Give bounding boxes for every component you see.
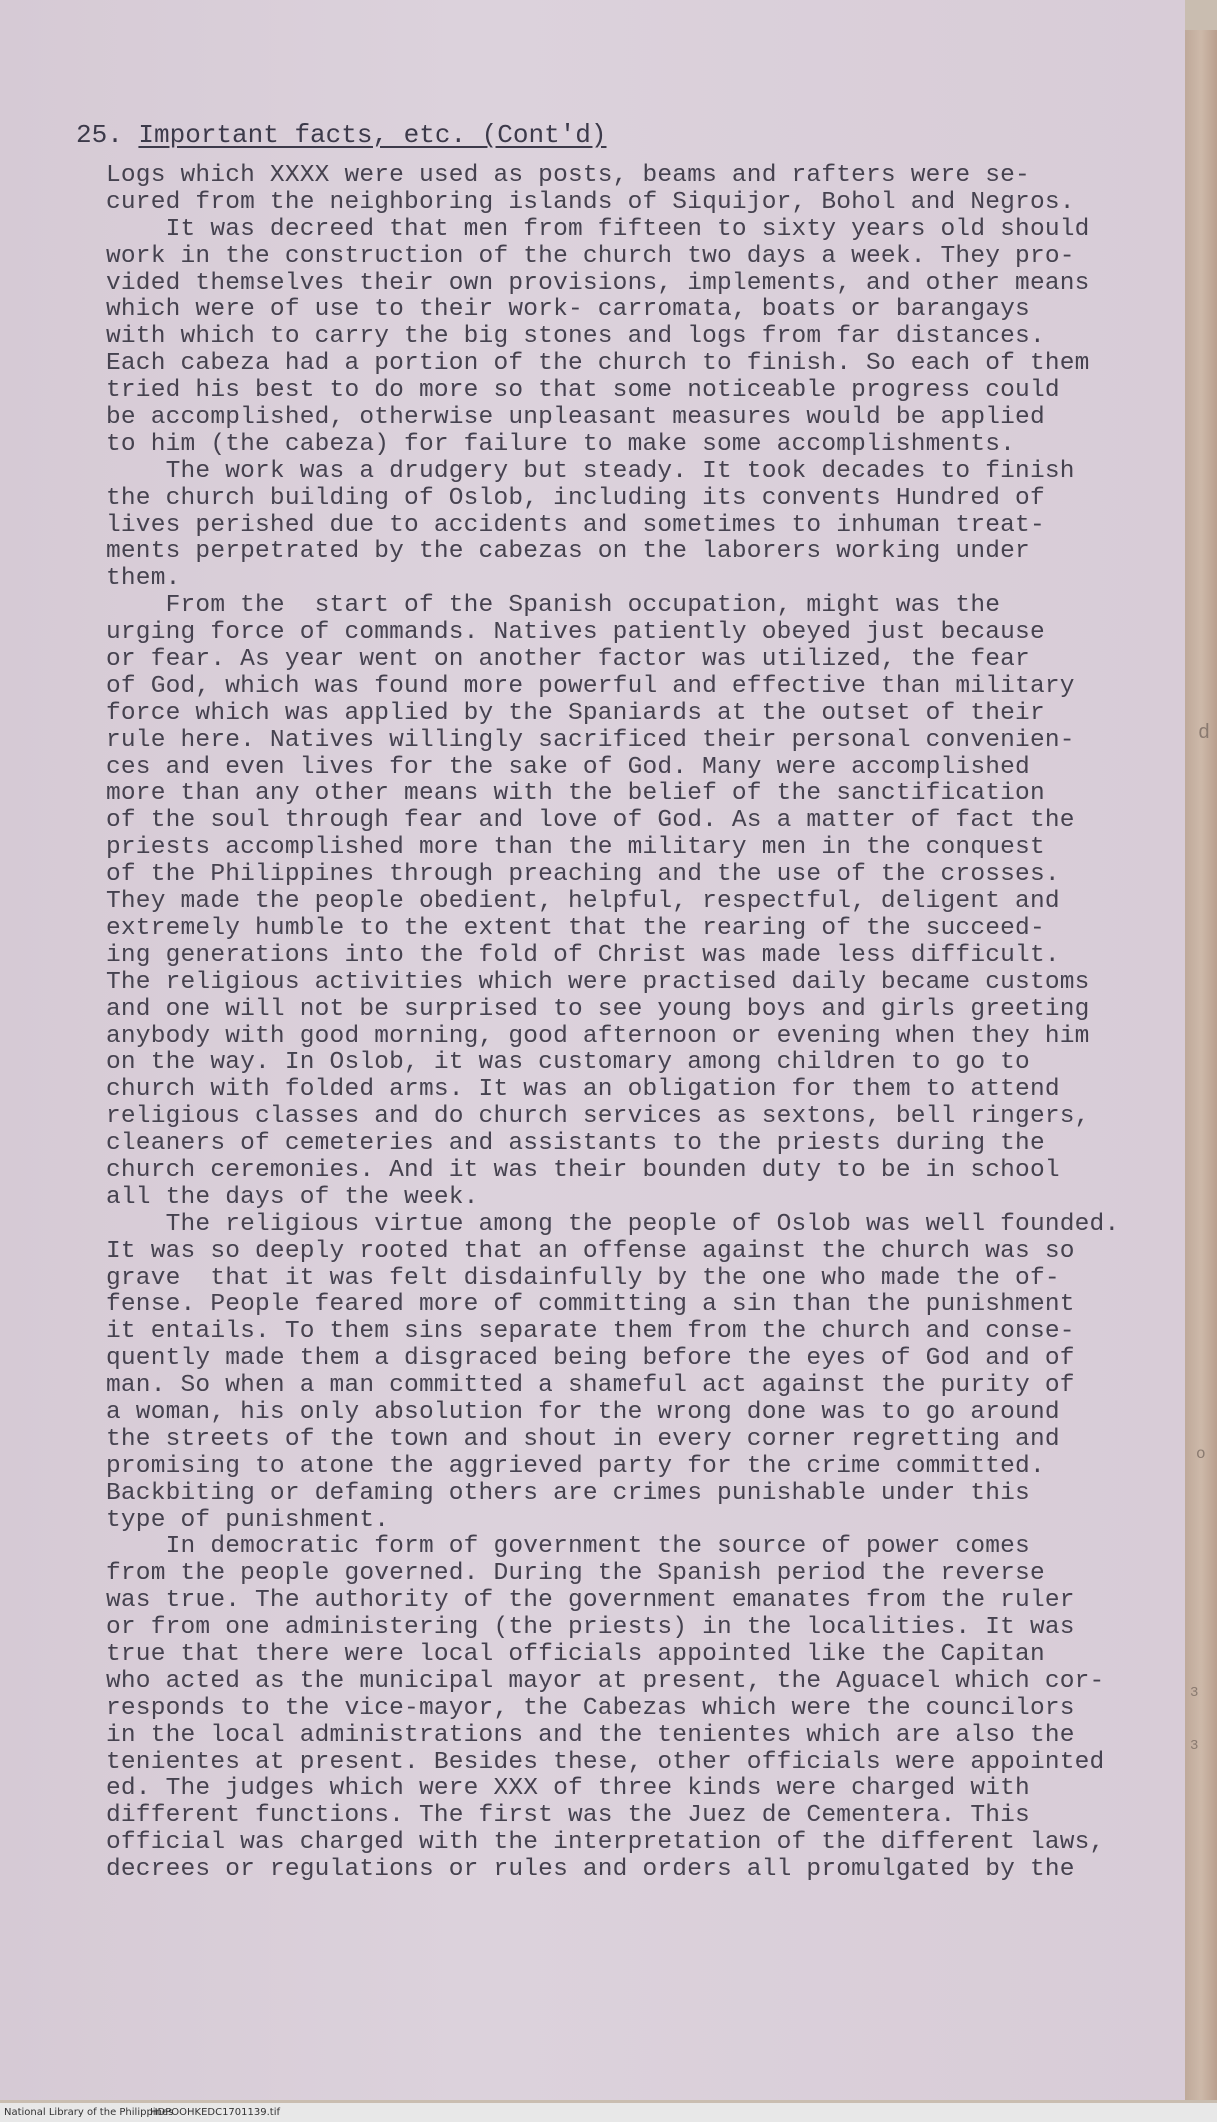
text-line: different functions. The first was the Juez de Cementera. This bbox=[106, 1802, 1030, 1830]
text-line: They made the people obedient, helpful, respectful, deligent and bbox=[106, 888, 1060, 916]
text-line: be accomplished, otherwise unpleasant measures would be applied bbox=[106, 404, 1045, 432]
text-line: The religious virtue among the people of Oslob was well founded. bbox=[106, 1210, 1120, 1238]
text-line: Backbiting or defaming others are crimes punishable under this bbox=[106, 1479, 1030, 1507]
section-number: 25. bbox=[76, 120, 123, 150]
body-text bbox=[106, 163, 1176, 1884]
text-line: church ceremonies. And it was their bounden duty to be in school bbox=[106, 1156, 1060, 1184]
text-line: the church building of Oslob, including its convents Hundred of bbox=[106, 484, 1045, 512]
text-line: and one will not be surprised to see young boys and girls greeting bbox=[106, 995, 1090, 1023]
text-line: from the people governed. During the Spanish period the reverse bbox=[106, 1560, 1045, 1588]
text-line: or fear. As year went on another factor was utilized, the fear bbox=[106, 646, 1030, 674]
text-line: in the local administrations and the tenientes which are also the bbox=[106, 1721, 1075, 1749]
text-line: true that there were local officials appointed like the Capitan bbox=[106, 1640, 1045, 1668]
text-line: anybody with good morning, good afternoon or evening when they him bbox=[106, 1022, 1090, 1050]
text-line: It was so deeply rooted that an offense against the church was so bbox=[106, 1237, 1075, 1265]
section-heading bbox=[76, 120, 607, 150]
text-line: work in the construction of the church two days a week. They pro- bbox=[106, 242, 1075, 270]
text-line: vided themselves their own provisions, implements, and other means bbox=[106, 269, 1090, 297]
page-edge bbox=[1185, 30, 1217, 2100]
text-line: force which was applied by the Spaniards at the outset of their bbox=[106, 699, 1045, 727]
text-line: extremely humble to the extent that the rearing of the succeed- bbox=[106, 914, 1045, 942]
scan-footer bbox=[0, 2103, 1217, 2122]
text-line: Each cabeza had a portion of the church to finish. So each of them bbox=[106, 350, 1090, 378]
text-line: In democratic form of government the source of power comes bbox=[106, 1533, 1030, 1561]
margin-mark: o bbox=[1196, 1445, 1206, 1463]
text-line: rule here. Natives willingly sacrificed their personal convenien- bbox=[106, 726, 1075, 754]
text-line: urging force of commands. Natives patiently obeyed just because bbox=[106, 619, 1045, 647]
text-line: tenientes at present. Besides these, other officials were appointed bbox=[106, 1748, 1105, 1776]
text-line: to him (the cabeza) for failure to make some accomplishments. bbox=[106, 430, 1016, 458]
text-line: ing generations into the fold of Christ was made less difficult. bbox=[106, 941, 1060, 969]
text-line: quently made them a disgraced being before the eyes of God and of bbox=[106, 1345, 1075, 1373]
text-line: responds to the vice-mayor, the Cabezas which were the councilors bbox=[106, 1694, 1075, 1722]
margin-mark: 3 bbox=[1190, 1738, 1199, 1754]
text-line: of the soul through fear and love of God. As a matter of fact the bbox=[106, 807, 1075, 835]
text-line: decrees or regulations or rules and orders all promulgated by the bbox=[106, 1856, 1075, 1884]
text-line: lives perished due to accidents and sometimes to inhuman treat- bbox=[106, 511, 1045, 539]
text-line: religious classes and do church services as sextons, bell ringers, bbox=[106, 1103, 1090, 1131]
text-line: ed. The judges which were XXX of three kinds were charged with bbox=[106, 1775, 1030, 1803]
text-line: From the start of the Spanish occupation, might was the bbox=[106, 592, 1001, 620]
footer-library: National Library of the Philippines bbox=[4, 2107, 174, 2118]
text-line: all the days of the week. bbox=[106, 1183, 479, 1211]
text-line: ments perpetrated by the cabezas on the laborers working under bbox=[106, 538, 1030, 566]
text-line: more than any other means with the belief of the sanctification bbox=[106, 780, 1045, 808]
text-line: cleaners of cemeteries and assistants to the priests during the bbox=[106, 1130, 1045, 1158]
text-line: man. So when a man committed a shameful act against the purity of bbox=[106, 1372, 1075, 1400]
text-line: with which to carry the big stones and logs from far distances. bbox=[106, 323, 1045, 351]
text-line: The work was a drudgery but steady. It took decades to finish bbox=[106, 457, 1075, 485]
text-line: official was charged with the interpretation of the different laws, bbox=[106, 1829, 1105, 1857]
text-line: priests accomplished more than the military men in the conquest bbox=[106, 834, 1045, 862]
text-line: tried his best to do more so that some noticeable progress could bbox=[106, 377, 1060, 405]
text-line: of the Philippines through preaching and the use of the crosses. bbox=[106, 861, 1060, 889]
text-line: or from one administering (the priests) in the localities. It was bbox=[106, 1614, 1075, 1642]
section-title: Important facts, etc. (Cont'd) bbox=[138, 120, 607, 150]
margin-mark: 3 bbox=[1190, 1685, 1199, 1701]
text-line: which were of use to their work- carromata, boats or barangays bbox=[106, 296, 1030, 324]
footer-filename: HDPOOHKEDC1701139.tif bbox=[150, 2107, 281, 2118]
text-line: them. bbox=[106, 565, 181, 593]
text-line: ces and even lives for the sake of God. Many were accomplished bbox=[106, 753, 1030, 781]
text-line: cured from the neighboring islands of Siquijor, Bohol and Negros. bbox=[106, 188, 1075, 216]
text-line: it entails. To them sins separate them from the church and conse- bbox=[106, 1318, 1075, 1346]
text-line: Logs which XXXX were used as posts, beams and rafters were se- bbox=[106, 162, 1030, 189]
text-line: church with folded arms. It was an obligation for them to attend bbox=[106, 1076, 1060, 1104]
text-line: a woman, his only absolution for the wrong done was to go around bbox=[106, 1398, 1060, 1426]
margin-mark: d bbox=[1198, 722, 1211, 745]
text-line: the streets of the town and shout in every corner regretting and bbox=[106, 1425, 1060, 1453]
text-line: fense. People feared more of committing a sin than the punishment bbox=[106, 1291, 1075, 1319]
text-line: who acted as the municipal mayor at present, the Aguacel which cor- bbox=[106, 1667, 1105, 1695]
text-line: of God, which was found more powerful and effective than military bbox=[106, 672, 1075, 700]
text-line: The religious activities which were practised daily became customs bbox=[106, 968, 1090, 996]
text-line: was true. The authority of the government emanates from the ruler bbox=[106, 1587, 1075, 1615]
text-line: grave that it was felt disdainfully by the one who made the of- bbox=[106, 1264, 1060, 1292]
text-line: on the way. In Oslob, it was customary among children to go to bbox=[106, 1049, 1030, 1077]
text-line: It was decreed that men from fifteen to sixty years old should bbox=[106, 215, 1090, 243]
text-line: type of punishment. bbox=[106, 1506, 390, 1534]
text-line: promising to atone the aggrieved party for the crime committed. bbox=[106, 1452, 1045, 1480]
